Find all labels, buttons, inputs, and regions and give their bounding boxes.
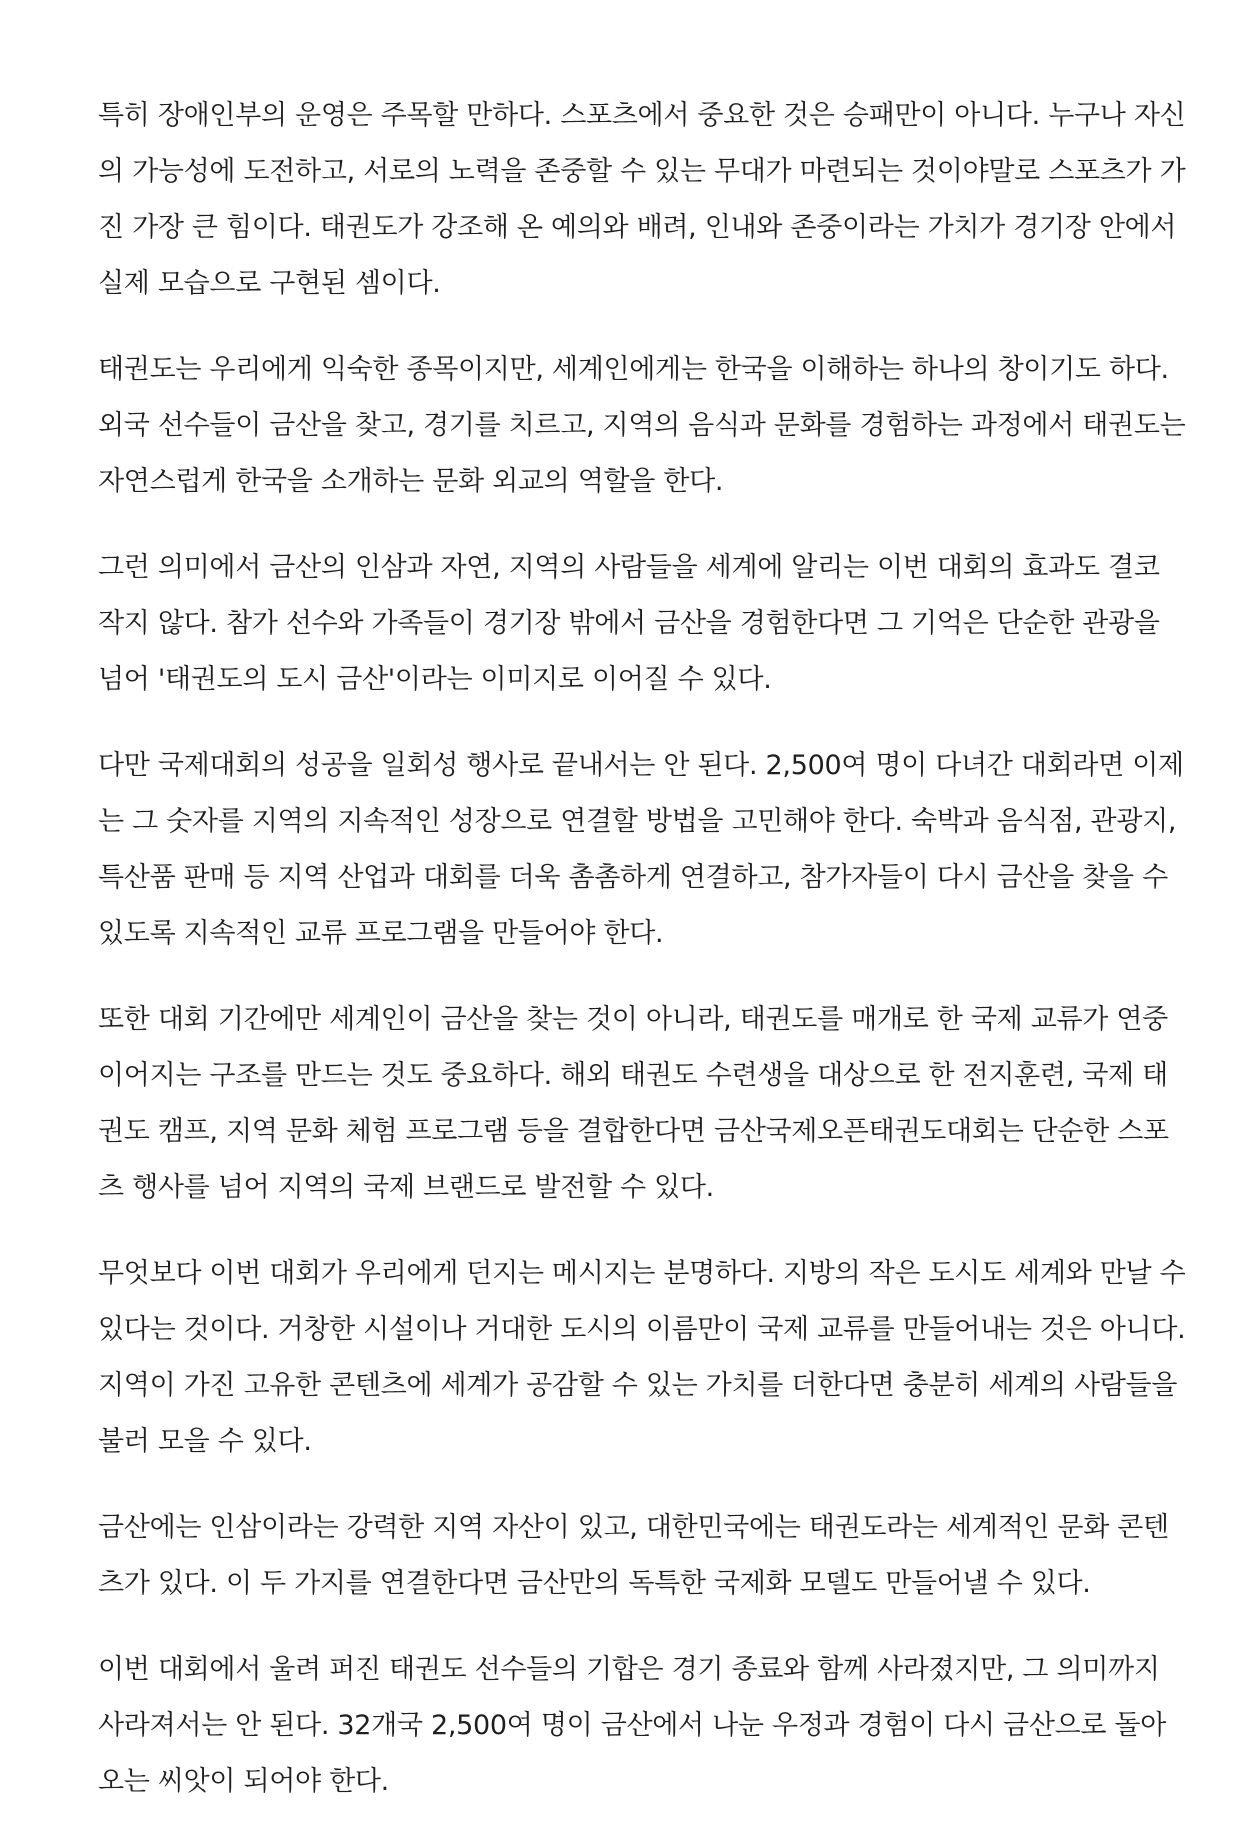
text-line: 있도록 지속적인 교류 프로그램을 만들어야 한다. bbox=[98, 918, 664, 949]
text-line: 지역이 가진 고유한 콘텐츠에 세계가 공감할 수 있는 가치를 더한다면 충분히 세계의 사람들을 bbox=[98, 1370, 1178, 1401]
text-line: 또한 대회 기간에만 세계인이 금산을 찾는 것이 아니라, 태권도를 매개로 한 국제 교류가 연중 bbox=[98, 1004, 1168, 1035]
text-line: 그런 의미에서 금산의 인삼과 자연, 지역의 사람들을 세계에 알리는 이번 대회의 효과도 결코 bbox=[98, 552, 1160, 583]
paragraph-8 bbox=[98, 1642, 1167, 1810]
text-line: 외국 선수들이 금산을 찾고, 경기를 치르고, 지역의 음식과 문화를 경험하는 과정에서 태권도는 bbox=[98, 410, 1186, 441]
text-line: 권도 캠프, 지역 문화 체험 프로그램 등을 결합한다면 금산국제오픈태권도대회는 단순한 스포 bbox=[98, 1116, 1169, 1147]
text-line: 의 가능성에 도전하고, 서로의 노력을 존중할 수 있는 무대가 마련되는 것이야말로 스포츠가 가 bbox=[98, 156, 1186, 187]
text-line: 특산품 판매 등 지역 산업과 대회를 더욱 촘촘하게 연결하고, 참가자들이 다시 금산을 찾을 수 bbox=[98, 862, 1168, 893]
text-line: 있다는 것이다. 거창한 시설이나 거대한 도시의 이름만이 국제 교류를 만들어내는 것은 아니다. bbox=[98, 1314, 1186, 1345]
text-line: 는 그 숫자를 지역의 지속적인 성장으로 연결할 방법을 고민해야 한다. 숙박과 음식점, 관광지, bbox=[98, 806, 1177, 837]
text-line: 자연스럽게 한국을 소개하는 문화 외교의 역할을 한다. bbox=[98, 466, 724, 497]
paragraph-5 bbox=[98, 992, 1169, 1216]
text-line: 넘어 '태권도의 도시 금산'이라는 이미지로 이어질 수 있다. bbox=[98, 664, 772, 695]
paragraph-6 bbox=[98, 1246, 1186, 1470]
paragraph-7 bbox=[98, 1500, 1169, 1612]
paragraph-4 bbox=[98, 738, 1184, 962]
text-line: 츠가 있다. 이 두 가지를 연결한다면 금산만의 독특한 국제화 모델도 만들어낼 수 있다. bbox=[98, 1568, 1091, 1599]
text-line: 작지 않다. 참가 선수와 가족들이 경기장 밖에서 금산을 경험한다면 그 기억은 단순한 관광을 bbox=[98, 608, 1160, 639]
text-line: 오는 씨앗이 되어야 한다. bbox=[98, 1766, 389, 1797]
text-line: 이번 대회에서 울려 퍼진 태권도 선수들의 기합은 경기 종료와 함께 사라졌지만, 그 의미까지 bbox=[98, 1654, 1160, 1685]
text-line: 태권도는 우리에게 익숙한 종목이지만, 세계인에게는 한국을 이해하는 하나의 창이기도 하다. bbox=[98, 354, 1169, 385]
article-body bbox=[98, 88, 1186, 1840]
text-line: 불러 모을 수 있다. bbox=[98, 1426, 312, 1457]
text-line: 츠 행사를 넘어 지역의 국제 브랜드로 발전할 수 있다. bbox=[98, 1172, 714, 1203]
paragraph-3 bbox=[98, 540, 1160, 708]
text-line: 무엇보다 이번 대회가 우리에게 던지는 메시지는 분명하다. 지방의 작은 도시도 세계와 만날 수 bbox=[98, 1258, 1186, 1289]
text-line: 이어지는 구조를 만드는 것도 중요하다. 해외 태권도 수련생을 대상으로 한 전지훈련, 국제 태 bbox=[98, 1060, 1168, 1091]
text-line: 다만 국제대회의 성공을 일회성 행사로 끝내서는 안 된다. 2,500여 명이 다녀간 대회라면 이제 bbox=[98, 750, 1184, 781]
text-line: 특히 장애인부의 운영은 주목할 만하다. 스포츠에서 중요한 것은 승패만이 아니다. 누구나 자신 bbox=[98, 100, 1186, 131]
text-line: 실제 모습으로 구현된 셈이다. bbox=[98, 268, 441, 299]
text-line: 사라져서는 안 된다. 32개국 2,500여 명이 금산에서 나눈 우정과 경험이 다시 금산으로 돌아 bbox=[98, 1710, 1167, 1741]
paragraph-2 bbox=[98, 342, 1186, 510]
paragraph-1 bbox=[98, 88, 1186, 312]
text-line: 진 가장 큰 힘이다. 태권도가 강조해 온 예의와 배려, 인내와 존중이라는 가치가 경기장 안에서 bbox=[98, 212, 1177, 243]
text-line: 금산에는 인삼이라는 강력한 지역 자산이 있고, 대한민국에는 태권도라는 세계적인 문화 콘텐 bbox=[98, 1512, 1169, 1543]
